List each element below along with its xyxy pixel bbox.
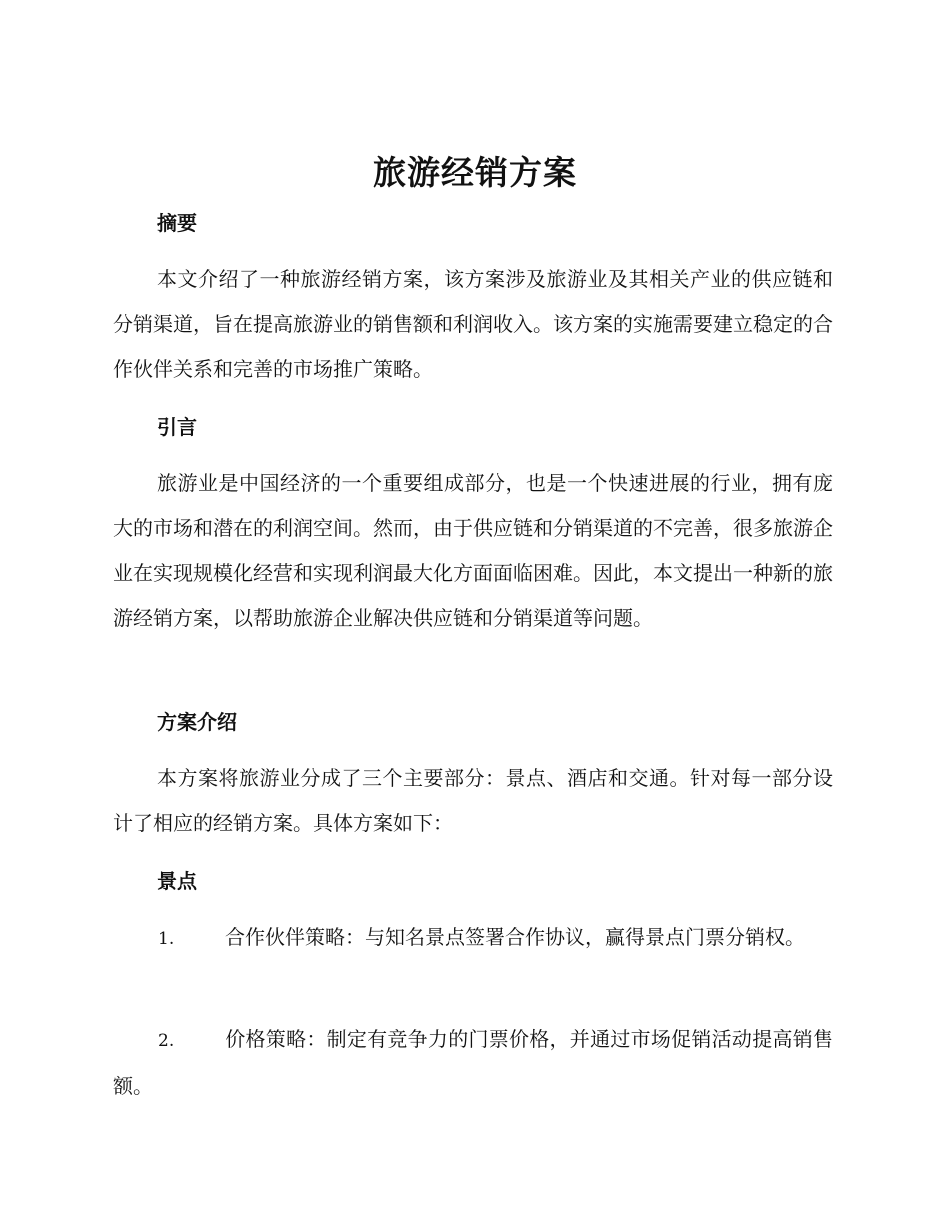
section-heading-plan-intro: 方案介绍: [157, 710, 237, 734]
section-paragraph-introduction: 旅游业是中国经济的一个重要组成部分，也是一个快速进展的行业，拥有庞大的市场和潜在的利润空间。然而，由于供应链和分销渠道的不完善，很多旅游企业在实现规模化经营和实现利润最大化方面面临困难。因此，本文提出一种新的旅游经销方案，以帮助旅游企业解决供应链和分销渠道等问题。: [113, 471, 833, 630]
list-item: [113, 915, 833, 962]
section-paragraph-abstract: 本文介绍了一种旅游经销方案，该方案涉及旅游业及其相关产业的供应链和分销渠道，旨在提高旅游业的销售额和利润收入。该方案的实施需要建立稳定的合作伙伴关系和完善的市场推广策略。: [113, 267, 833, 381]
section-heading-abstract: 摘要: [157, 211, 197, 235]
list-item-text: 合作伙伴策略：与知名景点签署合作协议，赢得景点门票分销权。: [225, 925, 805, 949]
section-paragraph-plan-intro: 本方案将旅游业分成了三个主要部分：景点、酒店和交通。针对每一部分设计了相应的经销方案。具体方案如下：: [113, 766, 833, 835]
list-item-number: 1.: [158, 929, 175, 949]
list-item-number: 2.: [158, 1031, 175, 1051]
list-item: [113, 1017, 833, 1109]
list-item-text: 价格策略：制定有竞争力的门票价格，并通过市场促销活动提高销售额。: [113, 1027, 833, 1098]
section-heading-introduction: 引言: [157, 415, 197, 439]
document-title: 旅游经销方案: [373, 153, 577, 192]
section-heading-attractions: 景点: [157, 869, 197, 893]
